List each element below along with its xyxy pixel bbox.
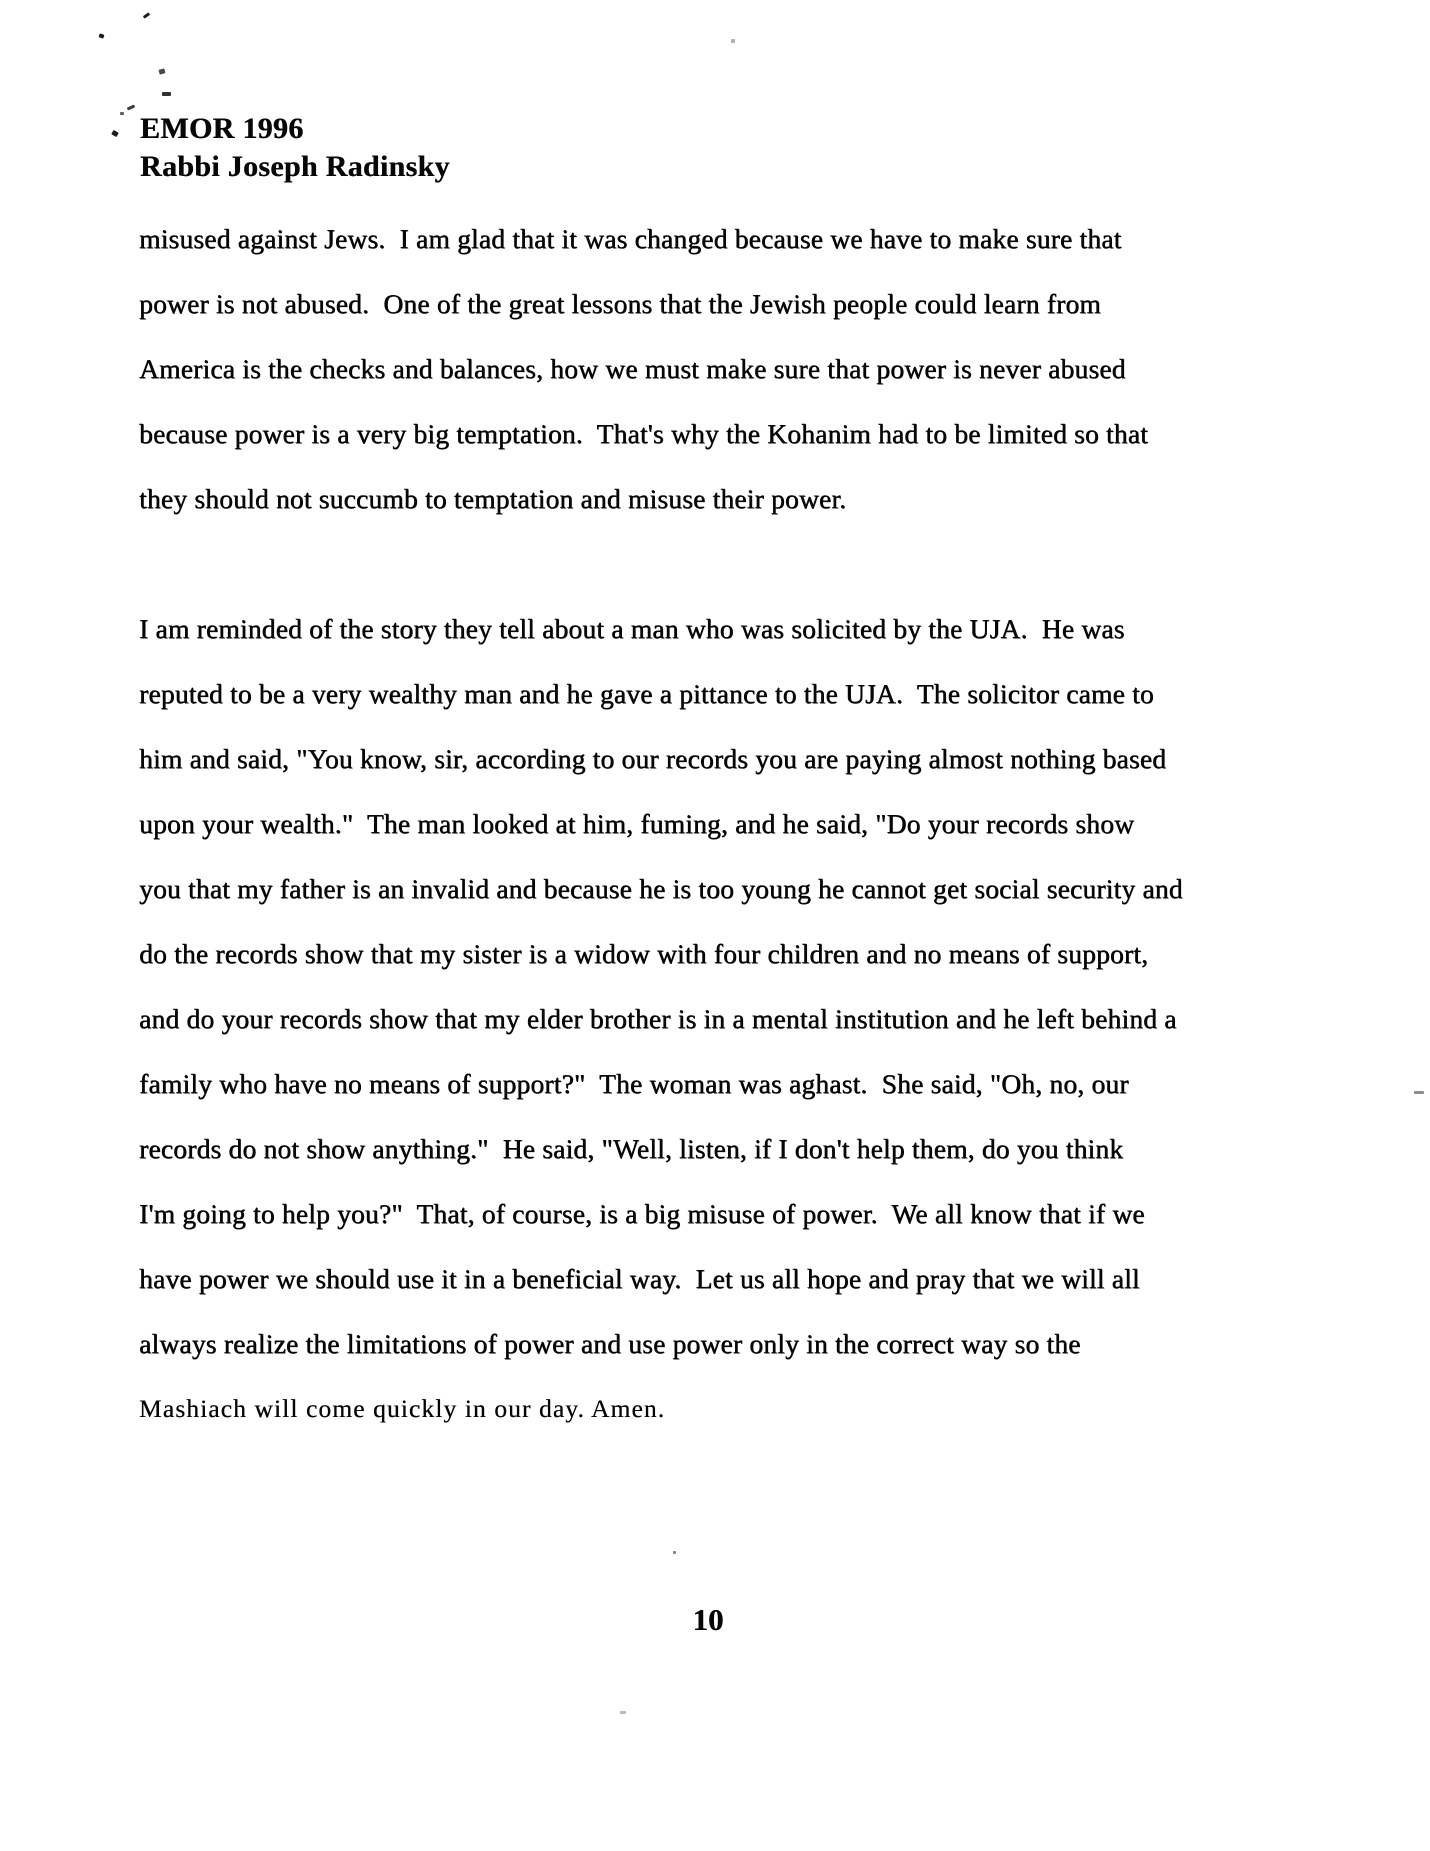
page-number: 10 — [692, 1602, 724, 1637]
scan-speck — [143, 12, 150, 18]
scan-speck — [127, 104, 136, 110]
text-line: upon your wealth." The man looked at him, fuming, and he said, "Do your records show — [139, 808, 1135, 839]
text-line: reputed to be a very wealthy man and he gave a pittance to the UJA. The solicitor came to — [139, 678, 1154, 709]
paragraph-1 — [139, 206, 1299, 531]
document-body — [139, 206, 1299, 1441]
text-line: records do not show anything." He said, "Well, listen, if I don't help them, do you think — [139, 1133, 1124, 1164]
text-line: you that my father is an invalid and because he is too young he cannot get social security and — [139, 873, 1183, 904]
scan-speck — [98, 33, 104, 38]
document-title: EMOR 1996 — [140, 112, 304, 145]
scan-speck — [1414, 1091, 1424, 1094]
text-line: him and said, "You know, sir, according to our records you are paying almost nothing based — [139, 743, 1167, 774]
text-line: I am reminded of the story they tell about a man who was solicited by the UJA. He was — [139, 613, 1125, 644]
text-line: they should not succumb to temptation and misuse their power. — [139, 483, 847, 514]
text-line: I'm going to help you?" That, of course, is a big misuse of power. We all know that if we — [139, 1198, 1145, 1229]
scan-speck — [620, 1711, 626, 1714]
scan-speck — [162, 92, 171, 96]
scan-speck — [120, 112, 124, 115]
text-line: because power is a very big temptation. That's why the Kohanim had to be limited so that — [139, 418, 1148, 449]
paragraph-2 — [139, 596, 1299, 1441]
text-line: have power we should use it in a beneficial way. Let us all hope and pray that we will all — [139, 1263, 1140, 1294]
text-line: power is not abused. One of the great lessons that the Jewish people could learn from — [139, 288, 1101, 319]
scan-speck — [731, 39, 735, 43]
scan-speck — [673, 1551, 676, 1554]
text-line: misused against Jews. I am glad that it was changed because we have to make sure that — [139, 223, 1122, 254]
document-header — [140, 110, 450, 186]
text-line: and do your records show that my elder brother is in a mental institution and he left behind a — [139, 1003, 1177, 1034]
text-line: family who have no means of support?" The woman was aghast. She said, "Oh, no, our — [139, 1068, 1129, 1099]
text-line: do the records show that my sister is a widow with four children and no means of support, — [139, 938, 1149, 969]
scan-speck — [158, 68, 165, 74]
text-line: always realize the limitations of power and use power only in the correct way so the — [139, 1328, 1081, 1359]
scan-speck — [111, 130, 119, 137]
text-line: Mashiach will come quickly in our day. Amen. — [139, 1394, 666, 1423]
text-line: America is the checks and balances, how we must make sure that power is never abused — [139, 353, 1126, 384]
document-author: Rabbi Joseph Radinsky — [140, 150, 450, 183]
